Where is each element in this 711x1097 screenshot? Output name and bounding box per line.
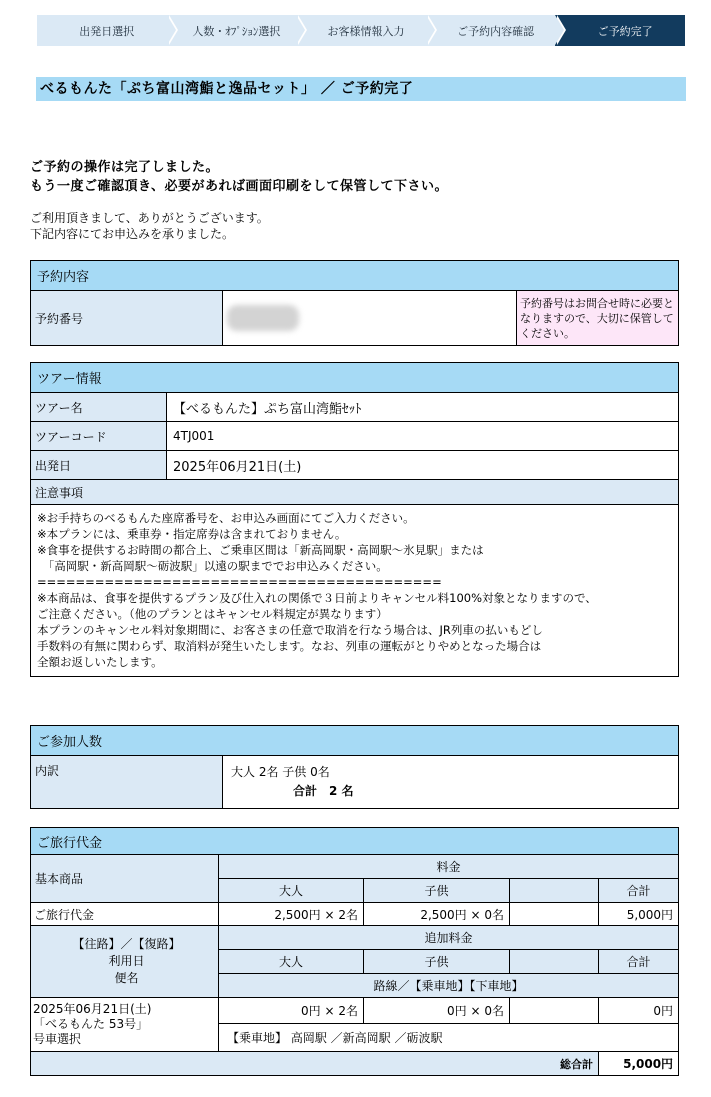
blank-header xyxy=(510,879,599,903)
fee-table xyxy=(30,827,679,1076)
extra-adult-header: 大人 xyxy=(219,950,364,974)
step-label: お客様情報入力 xyxy=(327,24,405,38)
grand-total-label: 総合計 xyxy=(31,1052,599,1076)
extra-total-value: 0円 xyxy=(599,998,679,1024)
route-header: 路線／【乗車地】【下車地】 xyxy=(219,974,679,998)
completion-message xyxy=(30,158,448,196)
fee-row-label: ご旅行代金 xyxy=(31,903,219,926)
thanks-line-2: 下記内容にてお申込みを承りました。 xyxy=(30,227,235,241)
step-people-options xyxy=(167,15,297,46)
reservation-number-label: 予約番号 xyxy=(31,291,223,346)
extra-blank-cell xyxy=(510,998,599,1024)
price-header: 料金 xyxy=(219,855,679,879)
reservation-note: 予約番号はお問合せ時に必要となりますので、大切に保管してください。 xyxy=(517,291,679,346)
step-departure-date xyxy=(37,15,167,46)
tour-name-label: ツアー名 xyxy=(31,393,167,422)
step-customer-info xyxy=(296,15,426,46)
notes-text: ※お手持ちのべるもんた座席番号を、お申込み画面にてご入力ください。 ※本プランには、乗車券・指定席券は含まれておりません。 ※食事を提供するお時間の都合上、ご乗車区間は「新高岡駅・高岡駅～氷見駅」または 「高岡駅・新高岡駅～砺波駅」以遠の駅まででお申込みください。 ========================================== ※本商品は、食事を提供するプラン及び仕入れの関係で３日前よりキャンセル料100%対象となりますので、 ご注意ください。（他のプランとはキャンセル料規定が異なります） 本プランのキャンセル料対象期間に、お客さまの任意で取消を行なう場合は、JR列車の払いもどし 手数料の有無に関わらず、取消料が発生いたします。なお、列車の運転がとりやめとなった場合は 全額お返しいたします。 xyxy=(31,505,679,677)
extra-total-header: 合計 xyxy=(599,950,679,974)
child-header: 子供 xyxy=(364,879,510,903)
fee-row-total: 5,000円 xyxy=(599,903,679,926)
extra-child-price: 0円 × 0名 xyxy=(364,998,510,1024)
fee-heading: ご旅行代金 xyxy=(31,828,679,855)
extra-blank-header xyxy=(510,950,599,974)
tour-name-value: 【べるもんた】ぷち富山湾鮨ｾｯﾄ xyxy=(167,393,679,422)
completion-line-2: もう一度ご確認頂き、必要があれば画面印刷をして保管して下さい。 xyxy=(30,179,448,194)
adult-header: 大人 xyxy=(219,879,364,903)
notes-label: 注意事項 xyxy=(31,480,679,505)
participants-table xyxy=(30,725,679,809)
thanks-message xyxy=(30,210,269,242)
blank-cell xyxy=(510,903,599,926)
breakdown-counts: 大人 2名 子供 0名 xyxy=(231,765,330,779)
reservation-table xyxy=(30,260,679,346)
step-label: ご予約完了 xyxy=(597,24,653,38)
extra-child-header: 子供 xyxy=(364,950,510,974)
tour-code-label: ツアーコード xyxy=(31,422,167,451)
breakdown-value xyxy=(223,756,679,809)
step-confirm xyxy=(426,15,556,46)
step-label: 人数・ｵﾌﾟｼｮﾝ選択 xyxy=(192,24,281,38)
breakdown-total: 合計 2 名 xyxy=(293,784,354,798)
redacted-number xyxy=(227,305,299,331)
progress-steps xyxy=(37,15,685,46)
departure-date-label: 出発日 xyxy=(31,451,167,480)
tour-info-table xyxy=(30,362,679,677)
thanks-line-1: ご利用頂きまして、ありがとうございます。 xyxy=(30,211,269,225)
step-label: ご予約内容確認 xyxy=(457,24,535,38)
tour-code-value: 4TJ001 xyxy=(167,422,679,451)
grand-total-value: 5,000円 xyxy=(599,1052,679,1076)
step-label: 出発日選択 xyxy=(79,24,135,38)
extra-adult-price: 0円 × 2名 xyxy=(219,998,364,1024)
reservation-number-value xyxy=(223,291,517,346)
route-value: 【乗車地】 高岡駅 ／新高岡駅 ／砺波駅 xyxy=(219,1024,679,1052)
trip-info: 2025年06月21日(土) 「べるもんた 53号」 号車選択 xyxy=(31,998,219,1052)
extra-fee-header: 追加料金 xyxy=(219,926,679,950)
reservation-heading: 予約内容 xyxy=(31,261,679,291)
child-price: 2,500円 × 0名 xyxy=(364,903,510,926)
completion-line-1: ご予約の操作は完了しました。 xyxy=(30,160,220,175)
tour-heading: ツアー情報 xyxy=(31,363,679,393)
participants-heading: ご参加人数 xyxy=(31,726,679,756)
base-product-label: 基本商品 xyxy=(31,855,219,903)
route-label: 【往路】／【復路】 利用日 便名 xyxy=(31,926,219,998)
step-complete xyxy=(555,15,685,46)
adult-price: 2,500円 × 2名 xyxy=(219,903,364,926)
departure-date-value: 2025年06月21日(土) xyxy=(167,451,679,480)
page-title: べるもんた「ぷち富山湾鮨と逸品セット」 ／ ご予約完了 xyxy=(36,77,686,101)
breakdown-label: 内訳 xyxy=(31,756,223,809)
total-header: 合計 xyxy=(599,879,679,903)
